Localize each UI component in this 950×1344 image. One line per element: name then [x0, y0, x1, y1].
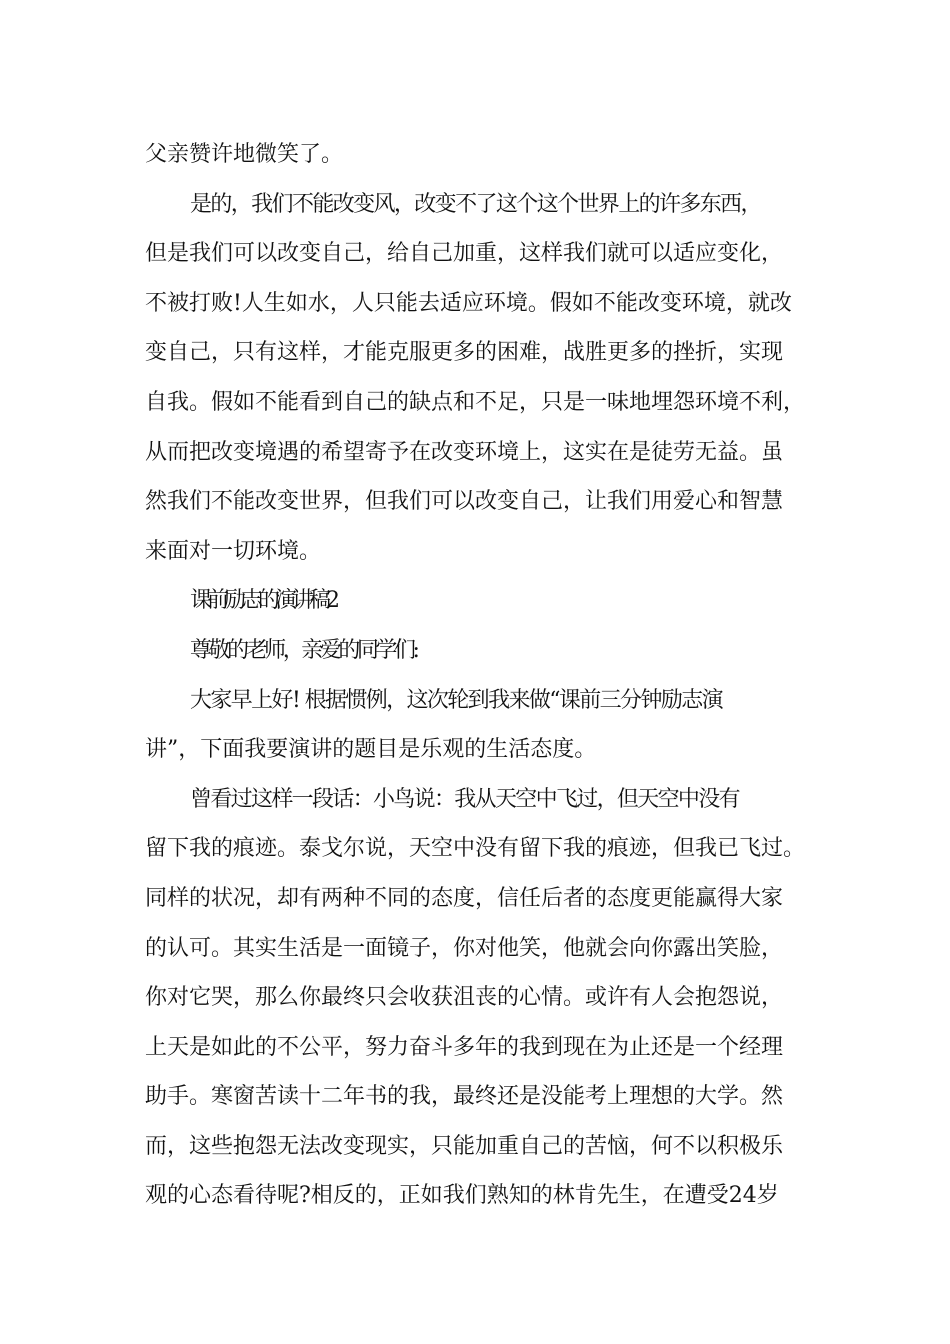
text-line: 观的心态看待呢?相反的，正如我们熟知的林肯先生，在遭受24岁	[145, 1183, 779, 1209]
document-body	[145, 130, 845, 1221]
text-line: 变自己，只有这样，才能克服更多的困难，战胜更多的挫折，实现	[145, 340, 784, 366]
text-line: 课前励志的演讲稿2	[190, 588, 335, 614]
text-line: 来面对一切环境。	[145, 538, 322, 564]
text-line: 上天是如此的不公平，努力奋斗多年的我到现在为止还是一个经理	[145, 1034, 784, 1060]
text-line: 自我。假如不能看到自己的缺点和不足，只是一味地埋怨环境不利，	[145, 389, 806, 415]
text-line: 讲”，下面我要演讲的题目是乐观的生活态度。	[145, 737, 597, 763]
text-line: 助手。寒窗苦读十二年书的我，最终还是没能考上理想的大学。然	[145, 1084, 784, 1110]
text-line: 然我们不能改变世界，但我们可以改变自己，让我们用爱心和智慧	[145, 489, 784, 515]
text-line: 尊敬的老师，亲爱的同学们:	[190, 637, 417, 663]
text-line: 但是我们可以改变自己，给自己加重，这样我们就可以适应变化，	[145, 241, 784, 267]
text-line: 的认可。其实生活是一面镜子，你对他笑，他就会向你露出笑脸，	[145, 935, 784, 961]
text-line: 大家早上好! 根据惯例，这次轮到我来做“课前三分钟励志演	[190, 687, 723, 713]
text-line: 同样的状况，却有两种不同的态度，信任后者的态度更能赢得大家	[145, 885, 784, 911]
text-line: 是的，我们不能改变风，改变不了这个这个世界上的许多东西，	[190, 191, 761, 217]
text-line: 留下我的痕迹。泰戈尔说，天空中没有留下我的痕迹，但我已飞过。	[145, 836, 806, 862]
text-line: 你对它哭，那么你最终只会收获沮丧的心情。或许有人会抱怨说，	[145, 985, 784, 1011]
text-line: 曾看过这样一段话：小鸟说：我从天空中飞过，但天空中没有	[190, 786, 739, 812]
text-line: 从而把改变境遇的希望寄予在改变环境上，这实在是徒劳无益。虽	[145, 439, 784, 465]
text-line: 不被打败!人生如水，人只能去适应环境。假如不能改变环境，就改	[145, 290, 792, 316]
text-line: 父亲赞许地微笑了。	[145, 142, 344, 167]
text-line: 而，这些抱怨无法改变现实，只能加重自己的苦恼，何不以积极乐	[145, 1133, 784, 1159]
